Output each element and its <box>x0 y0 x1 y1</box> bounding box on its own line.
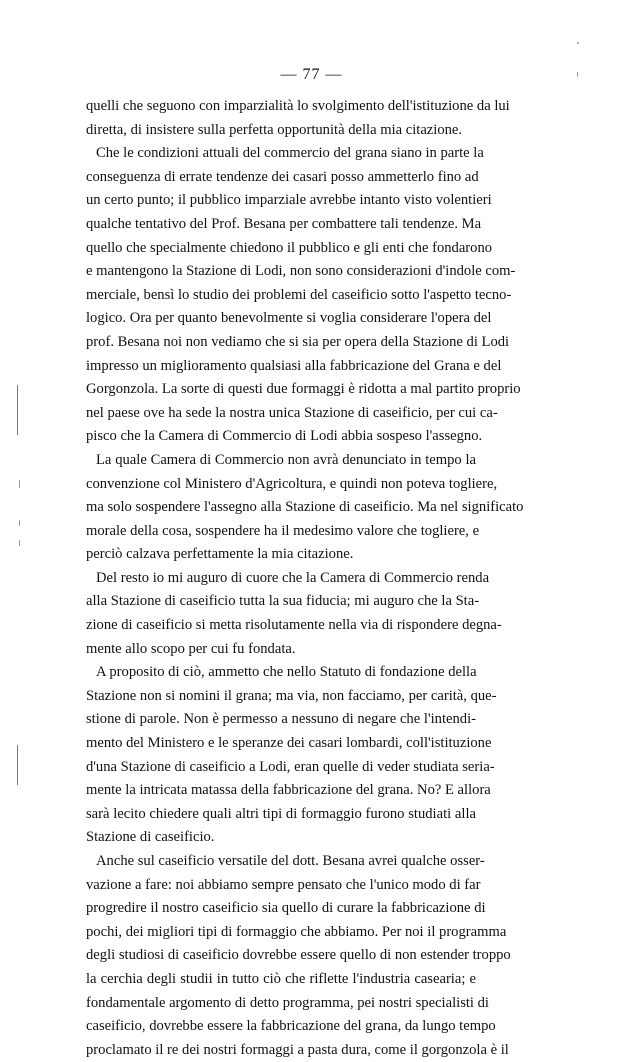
text-line: la cerchia degli studii in tutto ciò che riflette l'industria casearia; e <box>86 970 476 987</box>
text-line: Stazione non si nomini il grana; ma via, non facciamo, per carità, que- <box>86 687 497 704</box>
text-line: nel paese ove ha sede la nostra unica Stazione di caseificio, per cui ca- <box>86 404 498 421</box>
text-line: e mantengono la Stazione di Lodi, non sono considerazioni d'indole com- <box>86 263 516 280</box>
text-line: caseificio, dovrebbe essere la fabbricazione del grana, da lungo tempo <box>86 1018 496 1035</box>
text-line: prof. Besana noi non vediamo che si sia per opera della Stazione di Lodi <box>86 333 510 350</box>
paragraph-1 <box>86 95 510 142</box>
text-line: progredire il nostro caseificio sia quello di curare la fabbricazione di <box>86 900 486 917</box>
text-line: La quale Camera di Commercio non avrà denunciato in tempo la <box>96 451 476 468</box>
text-line: quello che specialmente chiedono il pubblico e gli enti che fondarono <box>86 239 493 256</box>
paragraph-3 <box>86 449 524 567</box>
text-line: pochi, dei migliori tipi di formaggio che abbiamo. Per noi il programma <box>86 923 507 940</box>
text-line: pisco che la Camera di Commercio di Lodi abbia sospeso l'assegno. <box>86 428 483 445</box>
text-line: mento del Ministero e le speranze dei casari lombardi, coll'istituzione <box>86 735 492 752</box>
text-line: sarà lecito chiedere quali altri tipi di formaggio furono studiati alla <box>86 805 476 822</box>
text-line: perciò calzava perfettamente la mia citazione. <box>86 546 354 563</box>
text-line: Che le condizioni attuali del commercio del grana siano in parte la <box>96 145 484 162</box>
paragraph-6 <box>86 850 511 1062</box>
text-line: un certo punto; il pubblico imparziale avrebbe intanto visto volentieri <box>86 192 492 209</box>
text-line: d'una Stazione di caseificio a Lodi, eran quelle di veder studiata seria- <box>86 758 495 775</box>
scan-speck <box>577 42 579 44</box>
text-line: qualche tentativo del Prof. Besana per combattere tali tendenze. Ma <box>86 215 482 232</box>
scan-mark <box>17 385 18 435</box>
text-line: alla Stazione di caseificio tutta la sua fiducia; mi auguro che la Sta- <box>86 593 480 610</box>
text-line: merciale, bensì lo studio dei problemi del caseificio sotto l'aspetto tecno- <box>86 286 512 303</box>
scan-speck <box>19 540 20 546</box>
text-line: quelli che seguono con imparzialità lo svolgimento dell'istituzione da lui <box>86 98 510 114</box>
paragraph-2 <box>86 142 521 449</box>
text-line: impresso un miglioramento qualsiasi alla fabbricazione del Grana e del <box>86 357 502 374</box>
text-line: diretta, di insistere sulla perfetta opportunità della mia citazione. <box>86 121 463 138</box>
text-line: proclamato il re dei nostri formaggi a pasta dura, come il gorgonzola è il <box>86 1041 509 1058</box>
page-number: — 77 — <box>280 66 343 83</box>
text-line: fondamentale argomento di detto programma, pei nostri specialisti di <box>86 994 489 1011</box>
text-line: zione di caseificio si metta risolutamente nella via di rispondere degna- <box>86 617 502 634</box>
text-line: ma solo sospendere l'assegno alla Stazione di caseificio. Ma nel significato <box>86 499 524 516</box>
body-text <box>86 95 524 1062</box>
text-line: logico. Ora per quanto benevolmente si voglia considerare l'opera del <box>86 310 492 327</box>
scan-speck <box>577 72 578 77</box>
text-line: convenzione col Ministero d'Agricoltura, e quindi non poteva togliere, <box>86 475 498 492</box>
paragraph-4 <box>86 567 502 661</box>
text-line: A proposito di ciò, ammetto che nello Statuto di fondazione della <box>96 664 477 681</box>
text-line: conseguenza di errate tendenze dei casari posso ammetterlo fino ad <box>86 168 479 185</box>
text-line: Gorgonzola. La sorte di questi due formaggi è ridotta a mal partito proprio <box>86 381 521 398</box>
text-line: Del resto io mi auguro di cuore che la Camera di Commercio renda <box>96 569 490 586</box>
text-line: mente allo scopo per cui fu fondata. <box>86 640 296 657</box>
paragraph-5 <box>86 661 497 850</box>
scan-speck <box>19 480 20 488</box>
scan-speck <box>19 520 20 526</box>
text-line: Stazione di caseificio. <box>86 829 215 846</box>
text-line: vazione a fare: noi abbiamo sempre pensato che l'unico modo di far <box>86 876 481 893</box>
scan-mark <box>17 745 18 785</box>
text-line: degli studiosi di caseificio dovrebbe essere quello di non estender troppo <box>86 947 511 964</box>
text-line: mente la intricata matassa della fabbricazione del grana. No? E allora <box>86 782 491 799</box>
text-line: stione di parole. Non è permesso a nessuno di negare che l'intendi- <box>86 711 476 728</box>
text-line: morale della cosa, sospendere ha il medesimo valore che togliere, e <box>86 522 480 539</box>
text-line: Anche sul caseificio versatile del dott. Besana avrei qualche osser- <box>96 853 485 869</box>
